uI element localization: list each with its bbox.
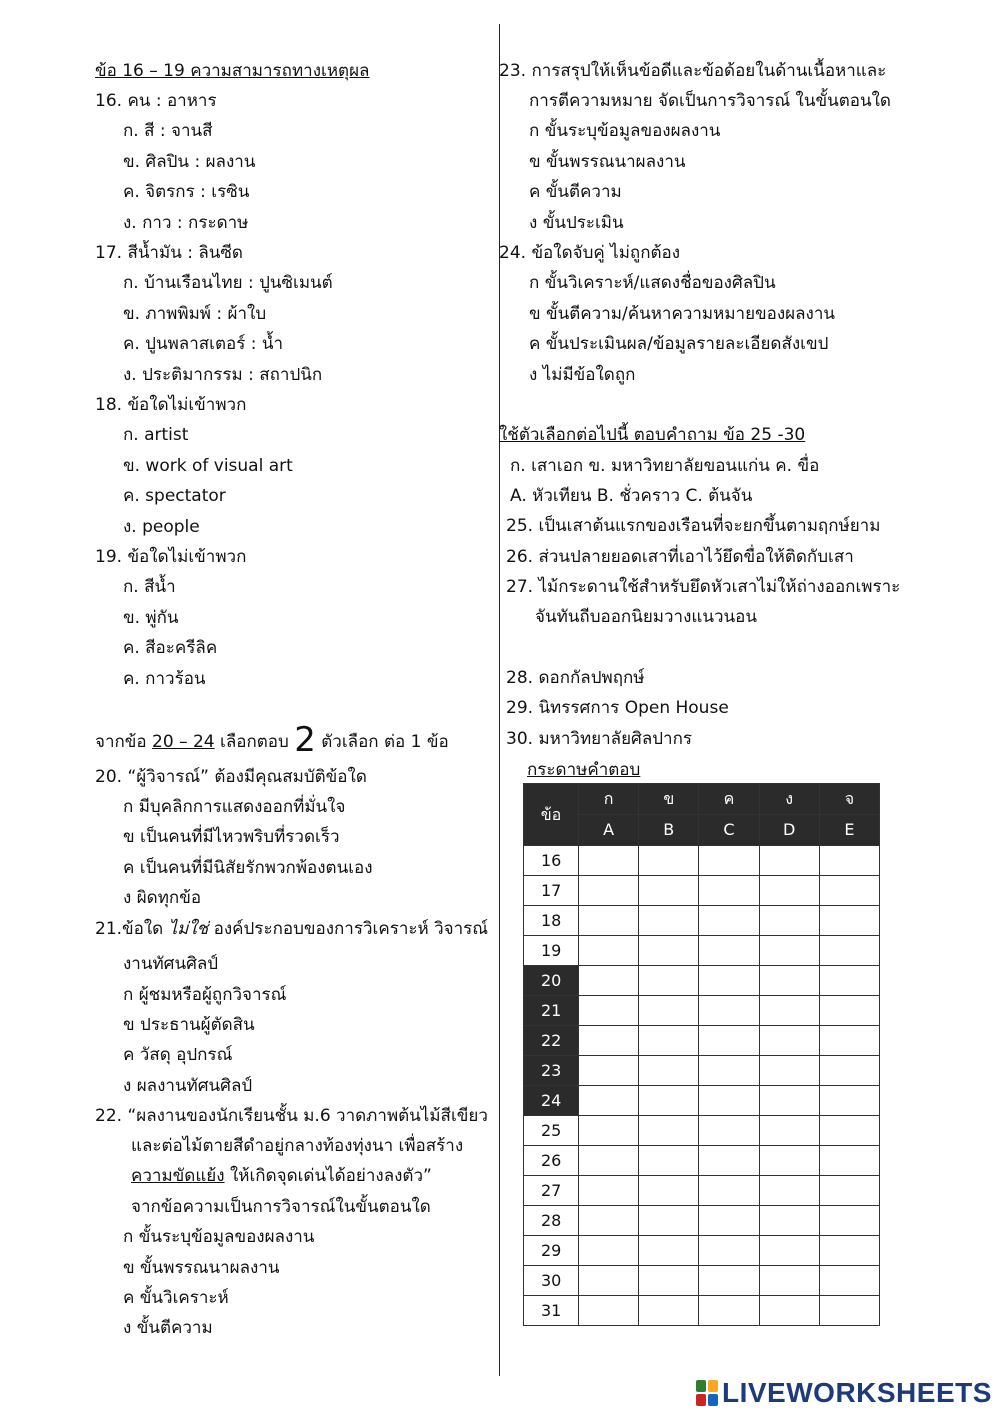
answer-cell[interactable]	[639, 846, 699, 876]
question-23: 23. การสรุปให้เห็นข้อดีและข้อด้อยในด้านเนื้อหาและ	[499, 61, 887, 81]
row-number: 19	[524, 936, 579, 966]
option: ข. work of visual art	[123, 456, 293, 476]
option: ง. ประติมากรรม : สถาปนิก	[123, 365, 323, 385]
option: ก ขั้นวิเคราะห์/แสดงชื่อของศิลปิน	[529, 273, 776, 293]
question-21	[95, 919, 488, 939]
answer-cell[interactable]	[819, 1116, 879, 1146]
logo-tile	[708, 1380, 718, 1392]
item-30: 30. มหาวิทยาลัยศิลปากร	[506, 729, 693, 749]
answer-cell[interactable]	[699, 846, 759, 876]
option: ค ขั้นวิเคราะห์	[123, 1288, 229, 1308]
option: ง. กาว : กระดาษ	[123, 213, 249, 233]
option: ง ผิดทุกข้อ	[123, 888, 202, 908]
answer-cell[interactable]	[759, 1266, 819, 1296]
item-27: 27. ไม้กระดานใช้สำหรับยึดหัวเสาไม่ให้ถ่างออกเพราะ	[506, 577, 901, 597]
table-header-latin: E	[819, 815, 879, 846]
table-row	[524, 1056, 880, 1086]
answer-cell[interactable]	[699, 966, 759, 996]
row-number: 17	[524, 876, 579, 906]
answer-cell[interactable]	[819, 906, 879, 936]
instruction-range: 20 – 24	[152, 732, 215, 752]
answer-cell[interactable]	[579, 966, 639, 996]
answer-cell[interactable]	[579, 1056, 639, 1086]
option: ก. บ้านเรือนไทย : ปูนซิเมนต์	[123, 273, 333, 293]
answer-cell[interactable]	[579, 1116, 639, 1146]
question-19: 19. ข้อใดไม่เข้าพวก	[95, 547, 247, 567]
table-row	[524, 1116, 880, 1146]
table-header-latin: A	[579, 815, 639, 846]
answer-cell[interactable]	[699, 996, 759, 1026]
answer-cell[interactable]	[639, 996, 699, 1026]
row-number: 29	[524, 1236, 579, 1266]
instruction-text: จากข้อ	[95, 732, 153, 752]
answer-cell[interactable]	[699, 1206, 759, 1236]
option: ข. ศิลปิน : ผลงาน	[123, 152, 256, 172]
option: ข ขั้นตีความ/ค้นหาความหมายของผลงาน	[529, 304, 836, 324]
answer-cell[interactable]	[819, 1056, 879, 1086]
item-27-line2: จันทันถีบออกนิยมวางแนวนอน	[535, 607, 757, 627]
answer-cell[interactable]	[579, 1146, 639, 1176]
table-row	[524, 876, 880, 906]
answer-cell[interactable]	[699, 906, 759, 936]
logo-tile	[696, 1380, 706, 1392]
table-header-thai: ค	[699, 784, 759, 815]
answer-sheet-title: กระดาษคำตอบ	[527, 760, 641, 780]
answer-cell[interactable]	[759, 966, 819, 996]
question-text: องค์ประกอบของการวิเคราะห์ วิจารณ์	[208, 919, 489, 939]
answer-cell[interactable]	[699, 1296, 759, 1326]
table-row	[524, 1266, 880, 1296]
table-header-corner: ข้อ	[524, 784, 579, 846]
answer-cell[interactable]	[819, 1266, 879, 1296]
table-row	[524, 996, 880, 1026]
answer-cell[interactable]	[639, 1266, 699, 1296]
instruction-text: เลือกตอบ	[214, 732, 295, 752]
answer-cell[interactable]	[759, 1086, 819, 1116]
answer-cell[interactable]	[579, 1236, 639, 1266]
table-header-thai: จ	[819, 784, 879, 815]
option: ค. ปูนพลาสเตอร์ : น้ำ	[123, 334, 284, 354]
choice-list-latin: A. หัวเทียน B. ชั่วคราว C. ต้นจัน	[510, 486, 753, 506]
question-text: 21.ข้อใด	[95, 919, 169, 939]
table-row	[524, 1176, 880, 1206]
row-number: 31	[524, 1296, 579, 1326]
answer-cell[interactable]	[639, 1146, 699, 1176]
instruction-20-24	[95, 722, 449, 760]
question-23-line2: การตีความหมาย จัดเป็นการวิจารณ์ ในขั้นตอนใด	[529, 91, 891, 111]
answer-cell[interactable]	[819, 1296, 879, 1326]
answer-cell[interactable]	[759, 906, 819, 936]
answer-cell[interactable]	[819, 876, 879, 906]
option: ค ขั้นประเมินผล/ข้อมูลรายละเอียดสังเขป	[529, 334, 829, 354]
answer-cell[interactable]	[759, 1056, 819, 1086]
option: ง ไม่มีข้อใดถูก	[529, 365, 636, 385]
answer-cell[interactable]	[759, 996, 819, 1026]
answer-cell[interactable]	[699, 936, 759, 966]
answer-cell[interactable]	[639, 1116, 699, 1146]
table-row	[524, 906, 880, 936]
table-header-latin: D	[759, 815, 819, 846]
table-header-latin: C	[699, 815, 759, 846]
row-number: 20	[524, 966, 579, 996]
table-header-thai: ข	[639, 784, 699, 815]
question-20: 20. “ผู้วิจารณ์” ต้องมีคุณสมบัติข้อใด	[95, 767, 367, 787]
answer-cell[interactable]	[639, 1296, 699, 1326]
answer-cell[interactable]	[819, 936, 879, 966]
option: ก ขั้นระบุข้อมูลของผลงาน	[123, 1227, 315, 1247]
answer-cell[interactable]	[579, 846, 639, 876]
answer-cell[interactable]	[579, 876, 639, 906]
answer-cell[interactable]	[639, 1086, 699, 1116]
answer-cell[interactable]	[639, 966, 699, 996]
answer-cell[interactable]	[639, 936, 699, 966]
table-row	[524, 966, 880, 996]
question-21-line2: งานทัศนศิลป์	[123, 954, 219, 974]
table-row	[524, 1146, 880, 1176]
answer-cell[interactable]	[579, 996, 639, 1026]
option: ข ประธานผู้ตัดสิน	[123, 1015, 255, 1035]
option: ง. people	[123, 517, 200, 537]
answer-cell[interactable]	[579, 936, 639, 966]
answer-cell[interactable]	[759, 1296, 819, 1326]
answer-cell[interactable]	[579, 906, 639, 936]
option: ข เป็นคนที่มีไหวพริบที่รวดเร็ว	[123, 827, 340, 847]
answer-cell[interactable]	[579, 1206, 639, 1236]
row-number: 24	[524, 1086, 579, 1116]
question-22-line3	[131, 1166, 432, 1186]
answer-table	[523, 783, 880, 1326]
table-row	[524, 1236, 880, 1266]
answer-cell[interactable]	[639, 906, 699, 936]
liveworksheets-icon	[696, 1380, 718, 1406]
row-number: 27	[524, 1176, 579, 1206]
question-emphasis: ไม่ใช่	[168, 919, 209, 939]
question-24: 24. ข้อใดจับคู่ ไม่ถูกต้อง	[499, 243, 681, 263]
answer-cell[interactable]	[759, 1026, 819, 1056]
answer-cell[interactable]	[819, 846, 879, 876]
question-22-line4: จากข้อความเป็นการวิจารณ์ในขั้นตอนใด	[131, 1197, 431, 1217]
answer-cell[interactable]	[759, 1116, 819, 1146]
table-row	[524, 1086, 880, 1116]
table-row	[524, 1296, 880, 1326]
answer-cell[interactable]	[699, 1056, 759, 1086]
row-number: 22	[524, 1026, 579, 1056]
option: ค. จิตรกร : เรซิน	[123, 182, 250, 202]
question-18: 18. ข้อใดไม่เข้าพวก	[95, 395, 247, 415]
answer-cell[interactable]	[759, 1176, 819, 1206]
item-29: 29. นิทรรศการ Open House	[506, 698, 729, 718]
answer-cell[interactable]	[639, 876, 699, 906]
option: ค. กาวร้อน	[123, 669, 206, 689]
option: ก มีบุคลิกการแสดงออกที่มั่นใจ	[123, 797, 346, 817]
table-row	[524, 1026, 880, 1056]
row-number: 21	[524, 996, 579, 1026]
answer-cell[interactable]	[699, 876, 759, 906]
question-22: 22. “ผลงานของนักเรียนชั้น ม.6 วาดภาพต้นไม้สีเขียว	[95, 1106, 488, 1126]
option: ข. พู่กัน	[123, 608, 179, 628]
question-emphasis: ความขัดแย้ง	[131, 1166, 225, 1186]
brand-text: LIVEWORKSHEETS	[722, 1377, 992, 1408]
logo-tile	[708, 1394, 718, 1406]
answer-cell[interactable]	[639, 1176, 699, 1206]
answer-cell[interactable]	[699, 1146, 759, 1176]
table-header-thai: ง	[759, 784, 819, 815]
answer-cell[interactable]	[819, 1146, 879, 1176]
option: ง ขั้นตีความ	[123, 1318, 213, 1338]
option: ง ผลงานทัศนศิลป์	[123, 1076, 253, 1096]
answer-cell[interactable]	[759, 1146, 819, 1176]
answer-cell[interactable]	[819, 996, 879, 1026]
answer-cell[interactable]	[579, 1086, 639, 1116]
table-header-thai: ก	[579, 784, 639, 815]
option: ค. สีอะครีลิค	[123, 638, 218, 658]
logo-tile	[696, 1394, 706, 1406]
answer-cell[interactable]	[819, 966, 879, 996]
answer-cell[interactable]	[819, 1176, 879, 1206]
option: ข. ภาพพิมพ์ : ผ้าใบ	[123, 304, 267, 324]
table-row	[524, 936, 880, 966]
section-title-16-19: ข้อ 16 – 19 ความสามารถทางเหตุผล	[95, 61, 370, 81]
answer-cell[interactable]	[579, 1026, 639, 1056]
instruction-25-30: ใช้ตัวเลือกต่อไปนี้ ตอบคำถาม ข้อ 25 -30	[499, 425, 806, 445]
option: ค ขั้นตีความ	[529, 182, 622, 202]
liveworksheets-logo	[696, 1377, 992, 1409]
answer-cell[interactable]	[759, 936, 819, 966]
answer-cell[interactable]	[699, 1176, 759, 1206]
answer-cell[interactable]	[819, 1026, 879, 1056]
option: ก. สีน้ำ	[123, 577, 176, 597]
instruction-count: 2	[294, 720, 316, 760]
answer-cell[interactable]	[639, 1206, 699, 1236]
answer-cell[interactable]	[819, 1236, 879, 1266]
answer-cell[interactable]	[759, 1236, 819, 1266]
option: ก. artist	[123, 425, 189, 445]
answer-cell[interactable]	[639, 1236, 699, 1266]
option: ง ขั้นประเมิน	[529, 213, 624, 233]
row-number: 30	[524, 1266, 579, 1296]
answer-cell[interactable]	[639, 1026, 699, 1056]
column-divider	[499, 24, 500, 1376]
table-row	[524, 1206, 880, 1236]
question-16: 16. คน : อาหาร	[95, 91, 217, 111]
row-number: 28	[524, 1206, 579, 1236]
answer-cell[interactable]	[579, 1176, 639, 1206]
answer-cell[interactable]	[759, 1206, 819, 1236]
answer-cell[interactable]	[819, 1086, 879, 1116]
answer-cell[interactable]	[579, 1296, 639, 1326]
row-number: 16	[524, 846, 579, 876]
item-28: 28. ดอกกัลปพฤกษ์	[506, 668, 645, 688]
answer-cell[interactable]	[699, 1266, 759, 1296]
option: ก ผู้ชมหรือผู้ถูกวิจารณ์	[123, 985, 287, 1005]
table-header-latin: B	[639, 815, 699, 846]
option: ค เป็นคนที่มีนิสัยรักพวกพ้องตนเอง	[123, 858, 373, 878]
instruction-text: ตัวเลือก ต่อ 1 ข้อ	[315, 732, 449, 752]
answer-cell[interactable]	[759, 876, 819, 906]
answer-cell[interactable]	[759, 846, 819, 876]
option: ค วัสดุ อุปกรณ์	[123, 1045, 233, 1065]
choice-list-thai: ก. เสาเอก ข. มหาวิทยาลัยขอนแก่น ค. ขื่อ	[510, 456, 820, 476]
answer-cell[interactable]	[819, 1206, 879, 1236]
option: ข ขั้นพรรณนาผลงาน	[529, 152, 686, 172]
option: ข ขั้นพรรณนาผลงาน	[123, 1258, 280, 1278]
answer-cell[interactable]	[579, 1266, 639, 1296]
option: ก ขั้นระบุข้อมูลของผลงาน	[529, 121, 721, 141]
question-text: ให้เกิดจุดเด่นได้อย่างลงตัว”	[224, 1166, 432, 1186]
question-17: 17. สีน้ำมัน : ลินซีด	[95, 243, 243, 263]
answer-cell[interactable]	[699, 1026, 759, 1056]
item-25: 25. เป็นเสาต้นแรกของเรือนที่จะยกขึ้นตามฤกษ์ยาม	[506, 516, 881, 536]
table-row	[524, 846, 880, 876]
answer-cell[interactable]	[699, 1116, 759, 1146]
item-26: 26. ส่วนปลายยอดเสาที่เอาไว้ยึดขื่อให้ติดกับเสา	[506, 547, 854, 567]
row-number: 25	[524, 1116, 579, 1146]
row-number: 23	[524, 1056, 579, 1086]
option: ก. สี : จานสี	[123, 121, 213, 141]
row-number: 26	[524, 1146, 579, 1176]
answer-cell[interactable]	[699, 1086, 759, 1116]
row-number: 18	[524, 906, 579, 936]
option: ค. spectator	[123, 486, 226, 506]
question-22-line2: และต่อไม้ตายสีดำอยู่กลางท้องทุ่งนา เพื่อสร้าง	[131, 1136, 464, 1156]
answer-cell[interactable]	[699, 1236, 759, 1266]
answer-cell[interactable]	[639, 1056, 699, 1086]
